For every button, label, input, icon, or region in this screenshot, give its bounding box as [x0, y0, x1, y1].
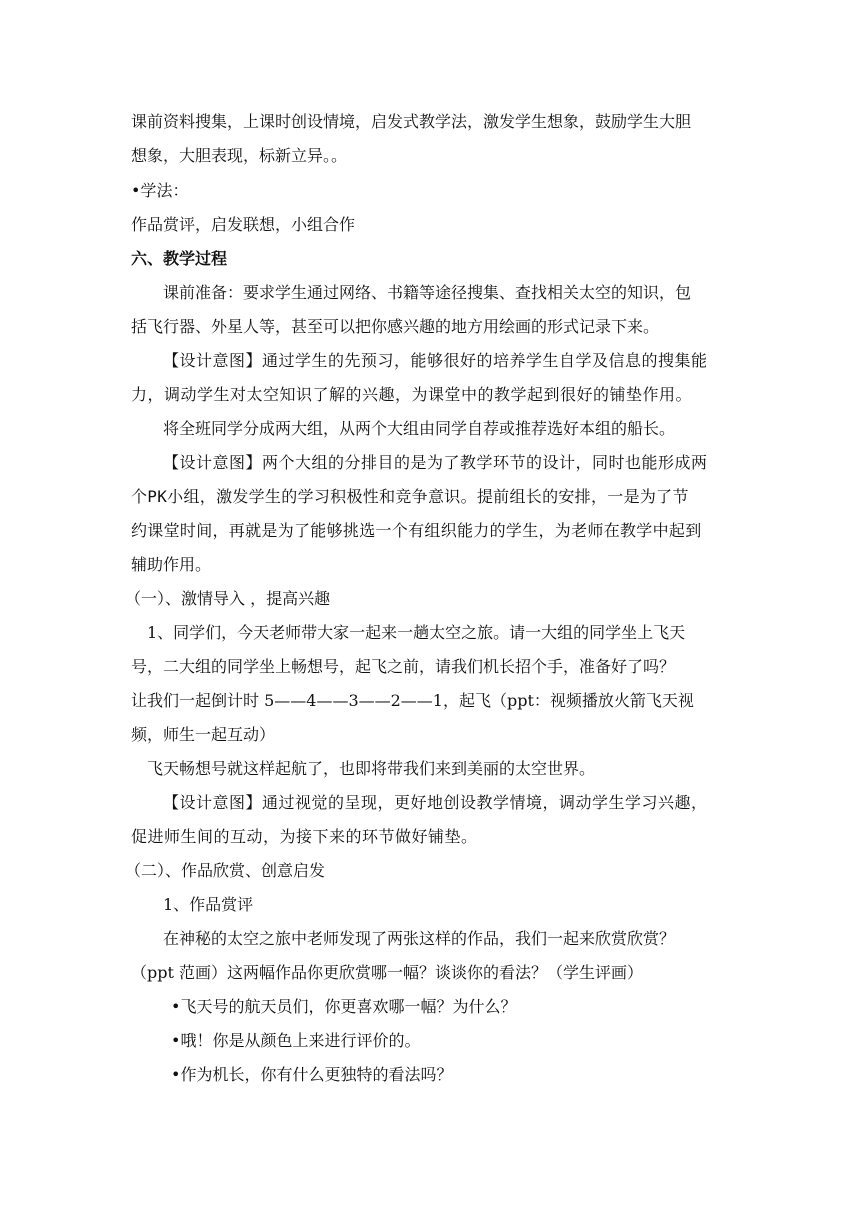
design-intent-line: 力，调动学生对太空知识了解的兴趣，为课堂中的教学起到很好的铺垫作用。 — [131, 385, 693, 404]
paragraph-line: 想象，大胆表现，标新立异。。 — [131, 146, 348, 165]
paragraph-line: 括飞行器、外星人等，甚至可以把你感兴趣的地方用绘画的形式记录下来。 — [131, 317, 660, 336]
design-intent-line: 【设计意图】通过学生的先预习，能够很好的培养学生自学及信息的搜集能 — [163, 351, 708, 370]
paragraph-line: 频，师生一起互动） — [131, 725, 276, 744]
design-intent-line: 辅助作用。 — [131, 555, 212, 574]
paragraph-line: （ppt 范画）这两幅作品你更欣赏哪一幅？谈谈你的看法？（学生评画） — [131, 963, 644, 982]
sub-item-heading: 1、作品赏评 — [163, 895, 254, 914]
paragraph-line: 课前准备：要求学生通过网络、书籍等途径搜集、查找相关太空的知识，包 — [163, 283, 692, 302]
paragraph-line: 在神秘的太空之旅中老师发现了两张这样的作品，我们一起来欣赏欣赏？ — [163, 929, 676, 948]
design-intent-line: 个PK小组，激发学生的学习积极性和竞争意识。提前组长的安排，一是为了节 — [131, 487, 689, 506]
section-heading-teaching-process: 六、教学过程 — [131, 249, 228, 268]
design-intent-line: 【设计意图】通过视觉的呈现，更好地创设教学情境，调动学生学习兴趣， — [163, 793, 708, 812]
bullet-item: •飞天号的航天员们，你更喜欢哪一幅？为什么？ — [171, 997, 517, 1016]
bullet-item: •哦！你是从颜色上来进行评价的。 — [171, 1031, 421, 1050]
paragraph-line: 作品赏评，启发联想，小组合作 — [131, 215, 356, 234]
subsection-heading-1: （一）、激情导入 ，提高兴趣 — [125, 589, 331, 608]
design-intent-line: 约课堂时间，再就是为了能够挑选一个有组织能力的学生，为老师在教学中起到 — [131, 521, 702, 540]
design-intent-line: 促进师生间的互动，为接下来的环节做好铺垫。 — [131, 827, 478, 846]
paragraph-line: 1、同学们，今天老师带大家一起来一趟太空之旅。请一大组的同学坐上飞天 — [147, 623, 686, 642]
bullet-item: •作为机长，你有什么更独特的看法吗？ — [171, 1065, 453, 1084]
paragraph-line: 课前资料搜集，上课时创设情境，启发式教学法，激发学生想象，鼓励学生大胆 — [131, 112, 692, 131]
paragraph-line: 飞天畅想号就这样起航了，也即将带我们来到美丽的太空世界。 — [147, 759, 596, 778]
paragraph-line: 让我们一起倒计时 5——4——3——2——1，起飞（ppt：视频播放火箭飞天视 — [131, 691, 694, 710]
subsection-heading-2: （二）、作品欣赏、创意启发 — [125, 861, 326, 880]
design-intent-line: 【设计意图】两个大组的分排目的是为了教学环节的设计，同时也能形成两 — [163, 453, 708, 472]
section-label-study-method: •学法： — [131, 181, 189, 200]
paragraph-line: 号，二大组的同学坐上畅想号，起飞之前，请我们机长招个手，准备好了吗？ — [131, 657, 676, 676]
paragraph-line: 将全班同学分成两大组，从两个大组由同学自荐或推荐选好本组的船长。 — [163, 419, 676, 438]
